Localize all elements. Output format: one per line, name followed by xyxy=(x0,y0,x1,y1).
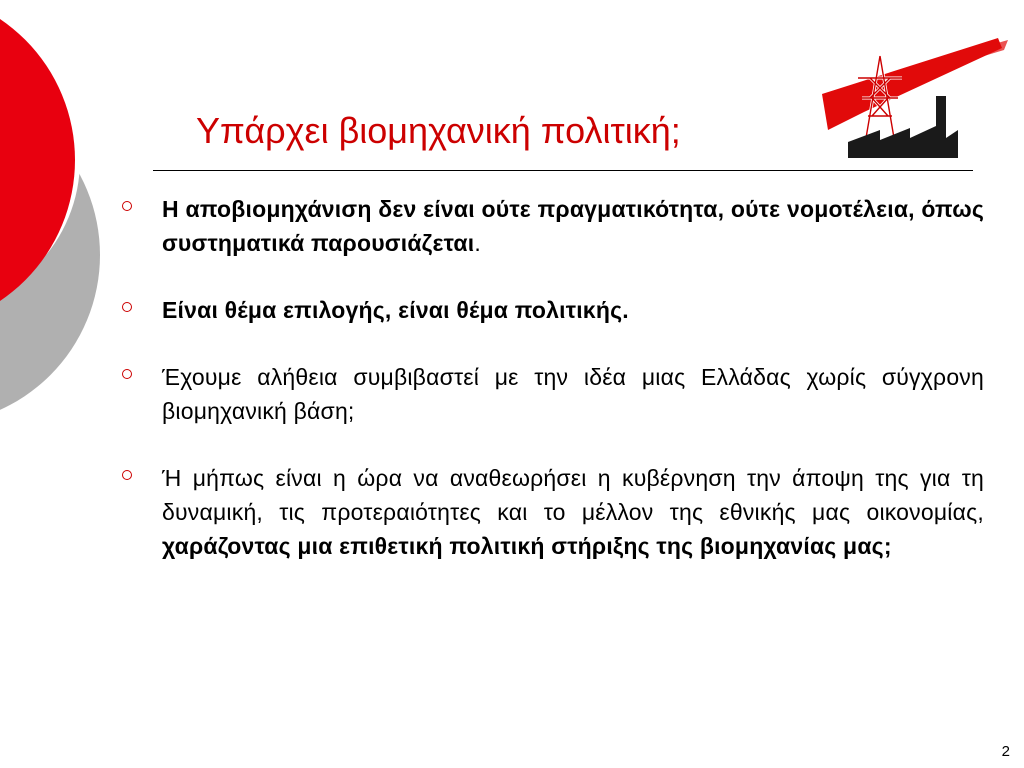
title-divider xyxy=(153,170,973,171)
bullet-text xyxy=(162,293,984,327)
bullet-item xyxy=(120,461,984,563)
hollow-circle-bullet-icon xyxy=(122,201,132,211)
decorative-circles xyxy=(0,0,110,420)
page-number: 2 xyxy=(1001,743,1010,760)
hollow-circle-bullet-icon xyxy=(122,369,132,379)
hollow-circle-bullet-icon xyxy=(122,302,132,312)
bullet-bold-text: Η αποβιομηχάνιση δεν είναι ούτε πραγματικότητα, ούτε νομοτέλεια, όπως συστηματικά παρουσιάζεται xyxy=(162,196,984,256)
power-pylon-factory-logo-icon xyxy=(818,34,1010,162)
bullet-text xyxy=(162,192,984,260)
hollow-circle-bullet-icon xyxy=(122,470,132,480)
bullet-normal-text: . xyxy=(474,230,481,256)
slide-title: Υπάρχει βιομηχανική πολιτική; xyxy=(196,110,681,151)
bullet-item xyxy=(120,293,984,327)
bullet-text xyxy=(162,360,984,428)
bullet-list xyxy=(120,192,984,563)
bullet-item xyxy=(120,360,984,428)
bullet-item xyxy=(120,192,984,260)
bullet-bold-text: χαράζοντας μια επιθετική πολιτική στήριξης της βιομηχανίας μας; xyxy=(162,533,892,559)
bullet-normal-text: Ή μήπως είναι η ώρα να αναθεωρήσει η κυβέρνηση την άποψη της για τη δυναμική, τις προτεραιότητες και το μέλλον της εθνικής μας οικονομίας, xyxy=(162,465,984,525)
pylon xyxy=(858,56,902,138)
bullet-text xyxy=(162,461,984,563)
bullet-bold-text: Είναι θέμα επιλογής, είναι θέμα πολιτικής. xyxy=(162,297,629,323)
bullet-normal-text: Έχουμε αλήθεια συμβιβαστεί με την ιδέα μιας Ελλάδας χωρίς σύγχρονη βιομηχανική βάση; xyxy=(162,364,984,424)
